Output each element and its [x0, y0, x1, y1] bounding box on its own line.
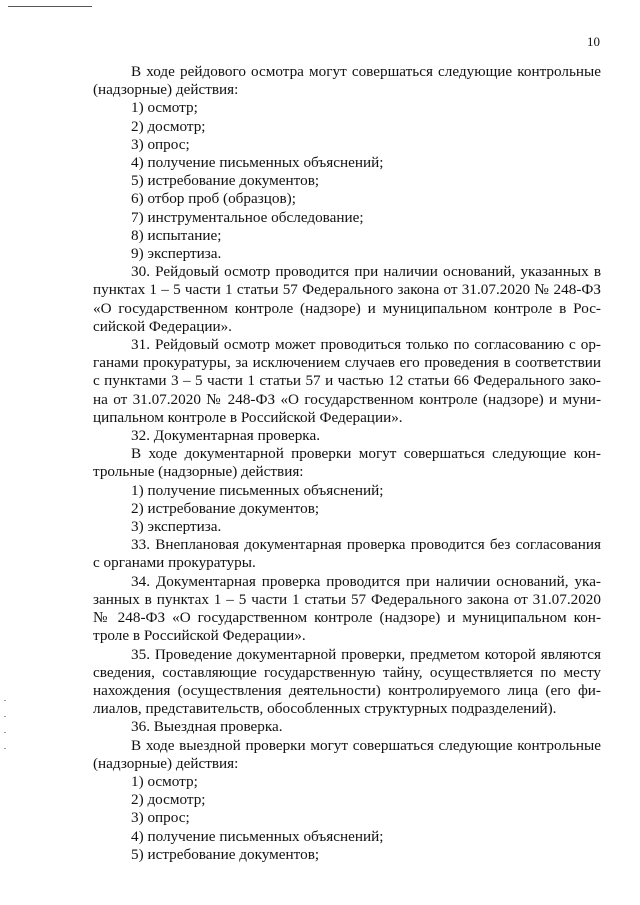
paragraph: В ходе выездной проверки могут совершаться следующие контрольные (надзорные) действия: — [93, 736, 601, 772]
paragraph: 35. Проведение документарной проверки, предметом которой являются сведения, составляющие государственную тайну, осуществляется по месту нахождения (осуществления деятельности) контролируемого лица (его фи-лиалов, представительств, обособленных структурных подразделений). — [93, 645, 601, 718]
paragraph: 32. Документарная проверка. — [131, 427, 320, 445]
paragraph: 33. Внеплановая документарная проверка проводится без согласования с органами прокуратуры. — [93, 536, 601, 572]
list-item: 1) осмотр; — [131, 99, 198, 117]
list-item: 2) досмотр; — [131, 117, 206, 135]
list-item: 7) инструментальное обследование; — [131, 208, 364, 226]
list-item: 8) испытание; — [131, 226, 222, 244]
paragraph: 31. Рейдовый осмотр может проводиться только по согласованию с ор-ганами прокуратуры, за исключением случаев его проведения в соответствии с пунктами 3 – 5 части 1 статьи 57 и частью 12 статьи 66 Федерального зако-на от 31.07.2020 № 248-ФЗ «О государственном контроле (надзоре) и муни-ципальном контроле в Российской Федерации». — [93, 336, 601, 426]
list-item: 4) получение письменных объяснений; — [131, 827, 384, 845]
page-number: 10 — [587, 34, 600, 49]
list-item: 3) опрос; — [131, 809, 190, 827]
scan-mark — [4, 732, 6, 733]
list-item: 3) опрос; — [131, 135, 190, 153]
top-rule — [8, 6, 92, 7]
list-item: 4) получение письменных объяснений; — [131, 154, 384, 172]
list-item: 5) истребование документов; — [131, 845, 320, 863]
scan-mark — [4, 748, 6, 749]
document-body — [93, 63, 601, 864]
paragraph: В ходе рейдового осмотра могут совершаться следующие контрольные (надзорные) действия: — [93, 63, 601, 99]
list-item: 5) истребование документов; — [131, 172, 320, 190]
paragraph: 30. Рейдовый осмотр проводится при наличии оснований, указанных в пунктах 1 – 5 части 1 статьи 57 Федерального закона от 31.07.2020 № 248-ФЗ «О государственном контроле (надзоре) и муниципальном контроле в Рос-сийской Федерации». — [93, 263, 601, 335]
list-item: 9) экспертиза. — [131, 245, 222, 263]
list-item: 6) отбор проб (образцов); — [131, 190, 296, 208]
list-item: 3) экспертиза. — [131, 518, 222, 536]
scan-mark — [4, 700, 6, 701]
scan-mark — [4, 716, 6, 717]
list-item: 2) досмотр; — [131, 791, 206, 809]
list-item: 1) получение письменных объяснений; — [131, 481, 384, 499]
list-item: 2) истребование документов; — [131, 499, 320, 517]
list-item: 1) осмотр; — [131, 772, 198, 790]
paragraph: 36. Выездная проверка. — [131, 718, 283, 736]
paragraph: В ходе документарной проверки могут совершаться следующие кон-трольные (надзорные) действия: — [93, 445, 601, 481]
paragraph: 34. Документарная проверка проводится при наличии оснований, ука-занных в пунктах 1 – 5 части 1 статьи 57 Федерального закона от 31.07.2020 № 248-ФЗ «О государственном контроле (надзоре) и муниципальном кон-троле в Российской Федерации». — [93, 572, 601, 645]
